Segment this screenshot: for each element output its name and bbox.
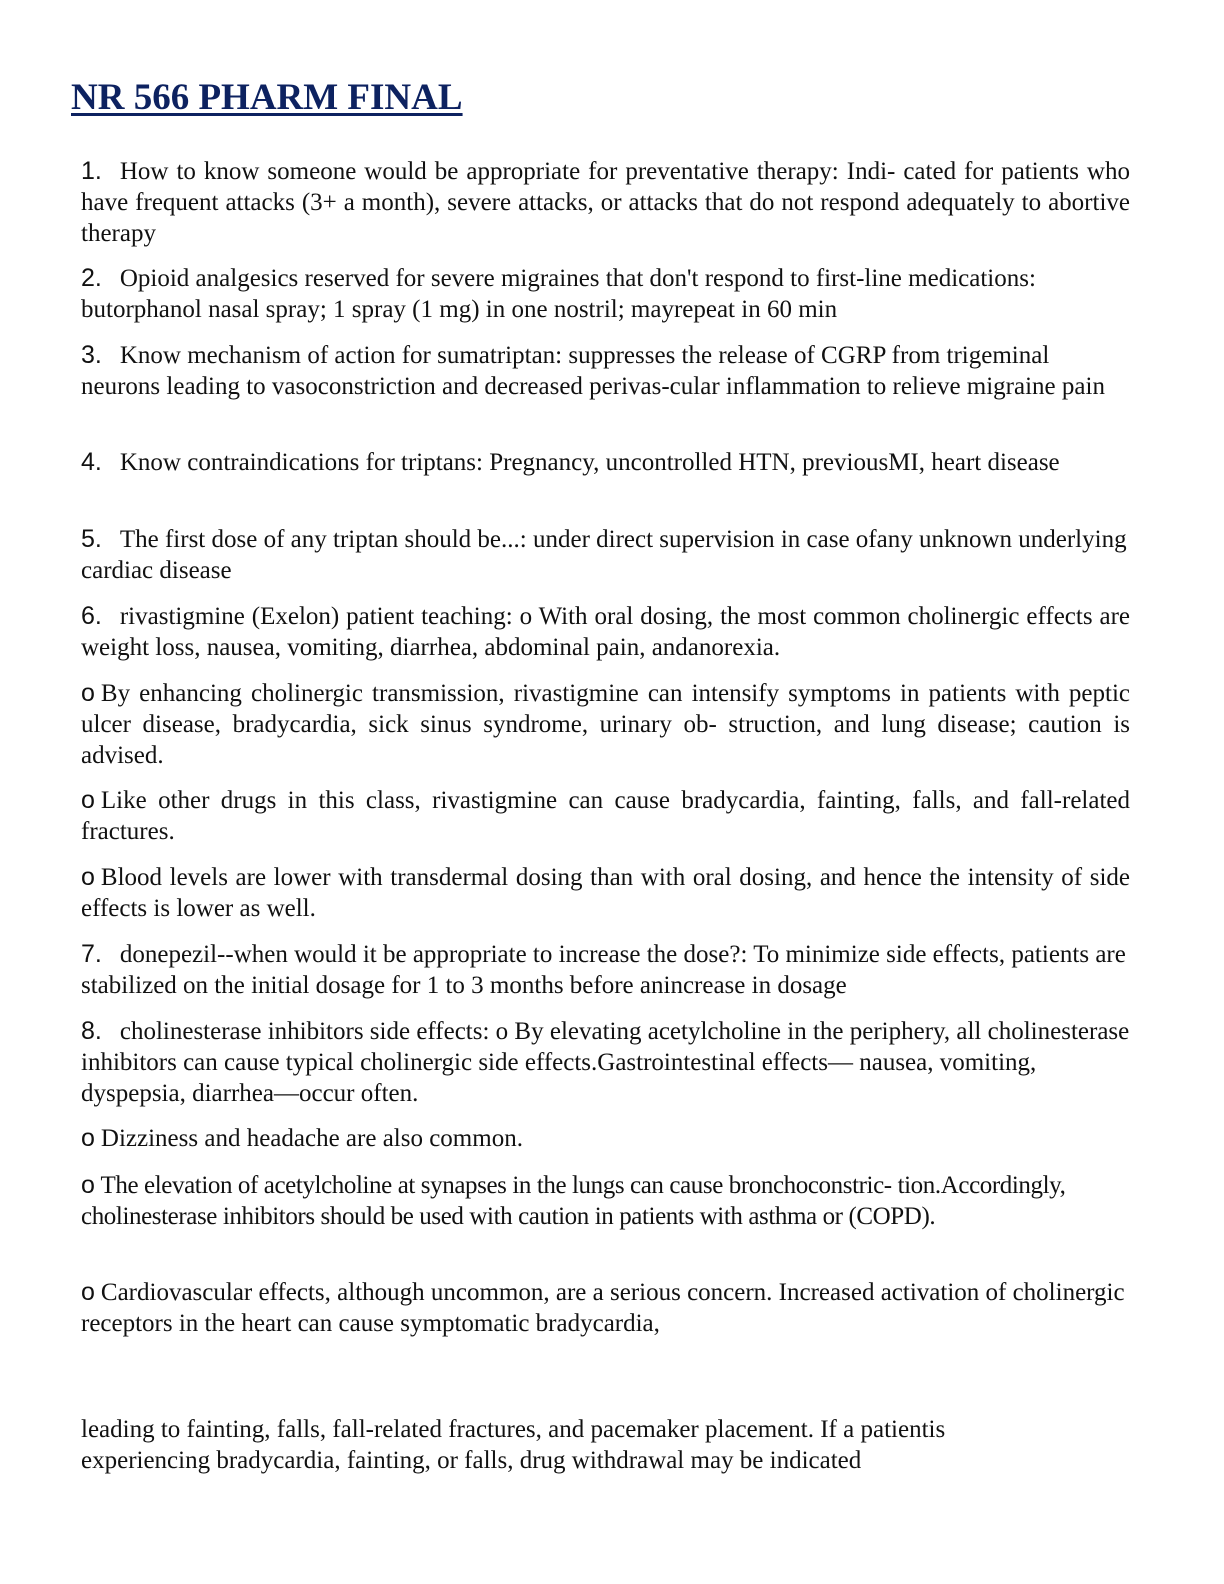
item-number: 5. bbox=[81, 525, 102, 553]
item-2 bbox=[81, 263, 1130, 325]
item-text: By enhancing cholinergic transmission, rivastigmine can intensify symptoms in patients with peptic ulcer disease, bradycardia, sick sinus syndrome, urinary ob- struction, and lung disease; caution is advised. bbox=[81, 680, 1130, 769]
bullet-marker: o bbox=[81, 679, 95, 707]
item-text: rivastigmine (Exelon) patient teaching: o With oral dosing, the most common cholinergic effects are weight loss, nausea, vomiting, diarrhea, abdominal pain, andanorexia. bbox=[81, 603, 1130, 661]
bullet-item bbox=[81, 862, 1130, 924]
bullet-marker: o bbox=[81, 863, 95, 891]
item-text: Blood levels are lower with transdermal dosing than with oral dosing, and hence the intensity of side effects is lower as well. bbox=[81, 864, 1130, 922]
item-text: Opioid analgesics reserved for severe migraines that don't respond to first-line medications: butorphanol nasal spray; 1 spray (1 mg) in one nostril; mayrepeat in 60 min bbox=[81, 265, 1036, 323]
item-number: 2. bbox=[81, 264, 102, 292]
bullet-item bbox=[81, 1277, 1130, 1339]
item-8 bbox=[81, 1016, 1130, 1109]
item-5 bbox=[81, 524, 1130, 586]
bullet-item bbox=[81, 1170, 1130, 1232]
bullet-item bbox=[81, 1123, 1130, 1154]
item-text: cholinesterase inhibitors side effects: o By elevating acetylcholine in the periphery, all cholinesterase inhibitors can cause typical cholinergic side effects.Gastrointestinal effects— nausea, vomiting, dyspepsia, diarrhea—occur often. bbox=[81, 1018, 1130, 1107]
item-1 bbox=[81, 156, 1130, 249]
bullet-marker: o bbox=[81, 1278, 95, 1306]
item-text: donepezil--when would it be appropriate to increase the dose?: To minimize side effects, patients are stabilized on the initial dosage for 1 to 3 months before anincrease in dosage bbox=[81, 941, 1126, 999]
bullet-item bbox=[81, 785, 1130, 847]
bullet-marker: o bbox=[81, 1171, 95, 1199]
continuation-paragraph: leading to fainting, falls, fall-related fractures, and pacemaker placement. If a patientis experiencing bradycardia, fainting, or falls, drug withdrawal may be indicated bbox=[81, 1416, 946, 1474]
item-number: 8. bbox=[81, 1017, 102, 1045]
item-text: The first dose of any triptan should be...: under direct supervision in case ofany unknown underlying cardiac disease bbox=[81, 526, 1127, 584]
item-text: The elevation of acetylcholine at synapses in the lungs can cause bronchoconstric- tion.Accordingly, cholinesterase inhibitors should be used with caution in patients with asthma or (COPD). bbox=[81, 1172, 1066, 1230]
item-6 bbox=[81, 601, 1130, 663]
item-7 bbox=[81, 939, 1130, 1001]
item-3 bbox=[81, 340, 1130, 402]
item-text: Know mechanism of action for sumatriptan: suppresses the release of CGRP from trigeminal neurons leading to vasoconstriction and decreased perivas-cular inflammation to relieve migraine pain bbox=[81, 342, 1105, 400]
item-text: Know contraindications for triptans: Pregnancy, uncontrolled HTN, previousMI, heart disease bbox=[119, 449, 1060, 476]
item-number: 6. bbox=[81, 602, 102, 630]
item-text: How to know someone would be appropriate for preventative therapy: Indi- cated for patients who have frequent attacks (3+ a month), severe attacks, or attacks that do not respond adequately to abortive therapy bbox=[81, 158, 1130, 247]
item-number: 7. bbox=[81, 940, 102, 968]
document-title: NR 566 PHARM FINAL bbox=[71, 77, 463, 118]
item-number: 3. bbox=[81, 341, 102, 369]
item-number: 4. bbox=[81, 448, 102, 476]
item-text: Dizziness and headache are also common. bbox=[100, 1125, 523, 1152]
bullet-marker: o bbox=[81, 786, 95, 814]
item-4 bbox=[81, 447, 1130, 478]
bullet-marker: o bbox=[81, 1124, 95, 1152]
item-text: Like other drugs in this class, rivastigmine can cause bradycardia, fainting, falls, and fall-related fractures. bbox=[81, 787, 1130, 845]
item-number: 1. bbox=[81, 157, 102, 185]
item-text: Cardiovascular effects, although uncommon, are a serious concern. Increased activation of cholinergic receptors in the heart can cause symptomatic bradycardia, bbox=[81, 1279, 1125, 1337]
bullet-item bbox=[81, 678, 1130, 771]
